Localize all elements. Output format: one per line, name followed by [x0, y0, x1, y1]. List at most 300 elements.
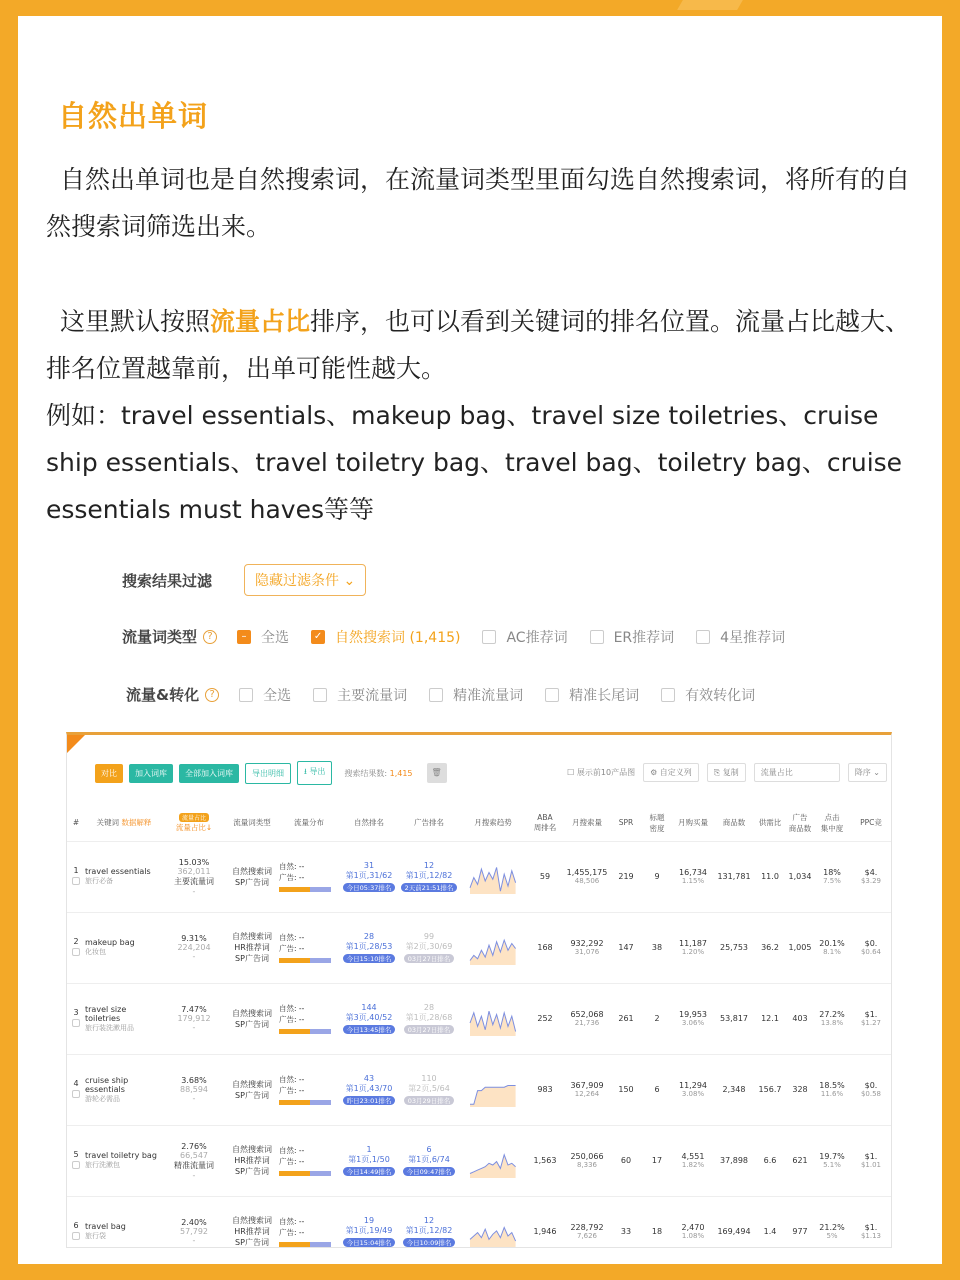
- products-cell: 169,494: [713, 1196, 755, 1248]
- monthly-buy-cell: [673, 841, 713, 912]
- col-share-label: 流量占比: [175, 822, 206, 832]
- trend-cell[interactable]: [459, 1054, 527, 1125]
- checkbox-label: 全选: [261, 629, 290, 646]
- natural-rank-cell[interactable]: [339, 912, 399, 983]
- ad-rank-cell[interactable]: [399, 841, 459, 912]
- type-item: 自然搜索词: [232, 1008, 272, 1018]
- row-index: [67, 983, 85, 1054]
- col-keyword[interactable]: [85, 805, 163, 841]
- monthly-search: 1,455,175: [566, 868, 608, 877]
- click-conc-sub: 5%: [826, 1232, 838, 1240]
- natural-rank: 1: [366, 1145, 372, 1154]
- share-num: 66,547: [180, 1150, 208, 1160]
- monthly-buy: 11,187: [679, 939, 707, 948]
- dist-bar-natural: [279, 958, 310, 963]
- trend-area: [470, 1227, 516, 1248]
- natural-rank-cell[interactable]: [339, 983, 399, 1054]
- checkbox-box: [239, 688, 253, 702]
- checkbox-longtail[interactable]: [545, 685, 639, 705]
- dist-natural-label: 自然:: [279, 862, 297, 871]
- col-spr[interactable]: SPR: [611, 805, 641, 841]
- row-num: 1: [73, 866, 79, 875]
- type-item: SP广告词: [235, 954, 269, 963]
- checkbox-box: [696, 630, 710, 644]
- natural-time-pill: 今日15:04排名: [343, 1238, 396, 1247]
- ad-rank-cell[interactable]: [399, 912, 459, 983]
- share-dash: -: [192, 1236, 196, 1245]
- ppc-cell: [849, 983, 892, 1054]
- share-dash: -: [192, 1094, 196, 1103]
- type-item: HR推荐词: [234, 1156, 270, 1165]
- table-row[interactable]: [67, 983, 892, 1054]
- click-conc-cell: [815, 1196, 849, 1248]
- row-checkbox[interactable]: [72, 1019, 80, 1027]
- dist-bar-ad: [310, 1171, 331, 1176]
- aba-cell: 252: [527, 983, 563, 1054]
- corner-marker: [67, 735, 85, 753]
- dist-natural-label: 自然:: [279, 933, 297, 942]
- share-cell: [163, 1125, 225, 1196]
- sort-field-select[interactable]: [754, 763, 840, 782]
- click-conc-cell: [815, 912, 849, 983]
- col-type[interactable]: 流量词类型: [225, 805, 279, 841]
- para2-post: 排序，也可以看到关键词的排名位置。流量占比越大、排名位置越靠前，出单可能性越大。: [46, 307, 911, 383]
- row-checkbox[interactable]: [72, 948, 80, 956]
- dist-bar-ad: [310, 1242, 331, 1247]
- ad-page: 第1页,6/74: [408, 1155, 450, 1164]
- ad-rank-cell[interactable]: [399, 1054, 459, 1125]
- dist-natural-value: --: [298, 1146, 305, 1155]
- checkbox-precise[interactable]: [429, 685, 523, 705]
- share-dash: -: [192, 952, 196, 961]
- click-conc-cell: [815, 1125, 849, 1196]
- products-cell: 37,898: [713, 1125, 755, 1196]
- ad-rank: 110: [421, 1074, 437, 1083]
- table-toolbar: [95, 761, 447, 785]
- dist-cell: [279, 912, 339, 983]
- spr-cell: 60: [611, 1125, 641, 1196]
- ad-page: 第1页,12/82: [405, 1226, 453, 1235]
- table-toolbar-right: [567, 763, 887, 782]
- table-body: [67, 841, 892, 1248]
- row-checkbox[interactable]: [72, 1090, 80, 1098]
- ppc: $4.: [864, 868, 878, 877]
- dist-bar-ad: [310, 1100, 331, 1105]
- keyword-text: travel bag: [85, 1222, 126, 1231]
- keyword-cell[interactable]: [85, 1054, 163, 1125]
- aba-cell: 1,946: [527, 1196, 563, 1248]
- share-tag: 主要流量词: [174, 876, 214, 886]
- sort-order-value: 降序: [854, 768, 871, 777]
- natural-rank: 31: [363, 861, 375, 870]
- type-item: SP广告词: [235, 877, 269, 887]
- keyword-cell[interactable]: [85, 1196, 163, 1248]
- filter-row-traffic-type: [122, 626, 785, 647]
- result-count: [344, 768, 412, 779]
- supply-cell: 11.0: [755, 841, 785, 912]
- frame-notch: [677, 0, 743, 10]
- ppc-cell: [849, 912, 892, 983]
- monthly-buy-sub: 1.82%: [681, 1161, 705, 1169]
- monthly-buy-sub: 1.20%: [681, 948, 705, 956]
- trend-cell[interactable]: [459, 1196, 527, 1248]
- keyword-text: makeup bag: [85, 938, 135, 947]
- dist-cell: [279, 1125, 339, 1196]
- keyword-cn: 化妆包: [85, 948, 106, 956]
- col-supply[interactable]: 供需比: [755, 805, 785, 841]
- keyword-text: travel essentials: [85, 867, 151, 876]
- click-conc-cell: [815, 983, 849, 1054]
- col-ad-products[interactable]: 广告 商品数: [785, 805, 815, 841]
- ad-rank-cell[interactable]: [399, 1196, 459, 1248]
- trend-sparkline: [468, 1073, 518, 1107]
- share-num: 179,912: [177, 1014, 211, 1023]
- checkbox-er[interactable]: [590, 627, 675, 647]
- ppc: $1.: [864, 1152, 878, 1161]
- monthly-search-cell: [563, 912, 611, 983]
- natural-rank-cell[interactable]: [339, 1125, 399, 1196]
- supply-cell: 6.6: [755, 1125, 785, 1196]
- natural-rank: 144: [361, 1003, 377, 1012]
- table-row[interactable]: [67, 1054, 892, 1125]
- natural-time-pill: 昨日23:01排名: [343, 1096, 396, 1105]
- trend-sparkline: [468, 931, 518, 965]
- keyword-text: cruise ship essentials: [85, 1075, 129, 1094]
- products-cell: 25,753: [713, 912, 755, 983]
- sort-desc-icon: ↓: [205, 822, 213, 832]
- ad-rank-cell[interactable]: [399, 983, 459, 1054]
- type-item: SP广告词: [235, 1019, 269, 1029]
- dist-ad-label: 广告:: [279, 1228, 297, 1237]
- trend-area: [470, 1085, 516, 1107]
- monthly-buy-cell: [673, 1054, 713, 1125]
- dist-natural-label: 自然:: [279, 1004, 297, 1013]
- natural-time-pill: 今日13:45排名: [343, 1025, 396, 1034]
- type-cell: [225, 912, 279, 983]
- row-checkbox[interactable]: [72, 1232, 80, 1240]
- filter-row-flow-conv: [126, 684, 755, 705]
- ad-products-cell: 403: [785, 983, 815, 1054]
- share-dash: -: [192, 1170, 196, 1180]
- copy-button[interactable]: ⎘ 复制: [707, 763, 746, 782]
- show-top10-label: 展示前10产品图: [576, 768, 636, 777]
- trend-cell[interactable]: [459, 983, 527, 1054]
- col-monthly-buy[interactable]: 月购买量: [673, 805, 713, 841]
- monthly-search-sub: 21,736: [574, 1019, 600, 1027]
- ppc-cell: [849, 841, 892, 912]
- click-conc: 18%: [823, 868, 841, 877]
- checkbox-select-all[interactable]: [237, 627, 289, 647]
- checkbox-ac[interactable]: [482, 627, 567, 647]
- natural-page: 第1页,43/70: [345, 1084, 393, 1093]
- dist-bar-ad: [310, 958, 331, 963]
- ppc-sub: $3.29: [860, 877, 882, 885]
- col-aba[interactable]: ABA 周排名: [527, 805, 563, 841]
- trash-icon[interactable]: 🗑: [427, 763, 447, 783]
- row-num: 3: [73, 1008, 79, 1017]
- spr-cell: 33: [611, 1196, 641, 1248]
- type-cell: [225, 1196, 279, 1248]
- supply-cell: 1.4: [755, 1196, 785, 1248]
- dist-bar-natural: [279, 1029, 310, 1034]
- checkbox-natural-search[interactable]: [311, 627, 460, 647]
- row-index: [67, 1196, 85, 1248]
- ppc: $0.: [864, 939, 878, 948]
- help-icon[interactable]: ?: [203, 630, 217, 644]
- trend-cell[interactable]: [459, 841, 527, 912]
- aba-cell: 168: [527, 912, 563, 983]
- click-conc-sub: 11.6%: [820, 1090, 844, 1098]
- type-cell: [225, 1125, 279, 1196]
- hide-filter-dropdown[interactable]: [244, 564, 366, 596]
- dist-cell: [279, 841, 339, 912]
- result-label: 搜索结果数:: [344, 768, 388, 778]
- dist-bar: [279, 1242, 331, 1247]
- ad-page: 第2页,30/69: [405, 942, 453, 951]
- dist-natural-value: --: [298, 1075, 305, 1084]
- ppc-cell: [849, 1054, 892, 1125]
- row-checkbox[interactable]: [72, 877, 80, 885]
- row-index: [67, 912, 85, 983]
- paragraph-examples: 例如：travel essentials、makeup bag、travel size toiletries、cruise ship essentials、travel toiletry bag、travel bag、toiletry bag、cruise essentials must haves等等: [46, 401, 903, 524]
- export-detail-button[interactable]: 导出明细: [245, 763, 291, 784]
- checkbox-main[interactable]: [313, 685, 407, 705]
- checkbox-all[interactable]: [239, 685, 291, 705]
- add-lib-button[interactable]: 加入词库: [129, 764, 173, 783]
- keyword-cell[interactable]: [85, 841, 163, 912]
- keyword-cell[interactable]: [85, 983, 163, 1054]
- monthly-search-sub: 7,626: [576, 1232, 598, 1240]
- dist-ad-label: 广告:: [279, 1015, 297, 1024]
- trend-cell[interactable]: [459, 912, 527, 983]
- monthly-search: 228,792: [570, 1223, 604, 1232]
- chevron-down-icon: ⌄: [343, 573, 356, 589]
- monthly-search-sub: 48,506: [574, 877, 600, 885]
- dist-natural-label: 自然:: [279, 1217, 297, 1226]
- monthly-buy-sub: 1.08%: [681, 1232, 705, 1240]
- checkbox-label: 精准流量词: [453, 687, 524, 704]
- checkbox-box: [545, 688, 559, 702]
- title-density-cell: 18: [641, 1196, 673, 1248]
- products-cell: 2,348: [713, 1054, 755, 1125]
- monthly-buy-cell: [673, 1125, 713, 1196]
- monthly-buy-cell: [673, 983, 713, 1054]
- col-keyword-label: 关键词: [96, 818, 120, 828]
- row-index: [67, 1054, 85, 1125]
- dist-bar: [279, 887, 331, 892]
- keyword-cell[interactable]: [85, 912, 163, 983]
- dist-ad-value: --: [298, 1015, 305, 1024]
- share-cell: [163, 983, 225, 1054]
- share-num: 57,792: [180, 1227, 208, 1236]
- checkbox-label: 全选: [263, 687, 292, 704]
- type-item: SP广告词: [235, 1238, 269, 1247]
- col-click-conc[interactable]: 点击 集中度: [815, 805, 849, 841]
- checkbox-box: [429, 688, 443, 702]
- checkbox-label: ER推荐词: [613, 629, 675, 646]
- ad-page: 第1页,12/82: [405, 871, 453, 880]
- ad-rank: 6: [426, 1145, 432, 1154]
- compare-button[interactable]: 对比: [95, 764, 123, 783]
- natural-page: 第1页,1/50: [348, 1155, 390, 1164]
- click-conc: 21.2%: [819, 1223, 845, 1232]
- trend-area: [470, 867, 516, 894]
- ad-page: 第1页,28/68: [405, 1013, 453, 1022]
- natural-rank-cell[interactable]: [339, 841, 399, 912]
- checkbox-label: 自然搜索词 (1,415): [335, 629, 461, 646]
- checkbox-box: [313, 688, 327, 702]
- table-row[interactable]: [67, 1196, 892, 1248]
- row-num: 5: [73, 1150, 79, 1159]
- monthly-search-sub: 8,336: [576, 1161, 598, 1169]
- monthly-search: 652,068: [570, 1010, 604, 1019]
- click-conc-cell: [815, 1054, 849, 1125]
- col-share[interactable]: [163, 805, 225, 841]
- type-item: SP广告词: [235, 1167, 269, 1176]
- indeterminate-icon: –: [237, 630, 251, 644]
- result-number: 1,415: [389, 768, 413, 778]
- type-item: SP广告词: [235, 1090, 269, 1100]
- trend-area: [470, 1154, 516, 1177]
- ppc: $1.: [864, 1010, 878, 1019]
- share-dash: -: [192, 886, 196, 896]
- monthly-search-cell: [563, 1125, 611, 1196]
- monthly-search: 250,066: [570, 1152, 604, 1161]
- row-num: 2: [73, 937, 79, 946]
- natural-rank-cell[interactable]: [339, 1054, 399, 1125]
- row-checkbox[interactable]: [72, 1161, 80, 1169]
- ad-products-cell: 1,034: [785, 841, 815, 912]
- trend-area: [470, 940, 516, 965]
- monthly-search-sub: 31,076: [574, 948, 600, 956]
- ppc-sub: $1.27: [860, 1019, 882, 1027]
- table-row[interactable]: [67, 841, 892, 912]
- table-row[interactable]: [67, 912, 892, 983]
- ad-rank-cell[interactable]: [399, 1125, 459, 1196]
- flow-conv-label: 流量&转化: [126, 686, 200, 704]
- col-title-density[interactable]: 标题 密度: [641, 805, 673, 841]
- add-all-button[interactable]: 全部加入词库: [179, 764, 239, 783]
- spr-cell: 150: [611, 1054, 641, 1125]
- custom-cols-button[interactable]: ⚙ 自定义列: [643, 763, 699, 782]
- monthly-buy-sub: 1.15%: [681, 877, 705, 885]
- help-icon[interactable]: ?: [205, 688, 219, 702]
- hide-filter-label: 隐藏过滤条件: [255, 573, 340, 589]
- show-top10-toggle[interactable]: ☐ 展示前10产品图: [567, 768, 636, 777]
- ad-time-pill: 03月27日排名: [404, 954, 455, 963]
- ad-products-cell: 328: [785, 1054, 815, 1125]
- supply-cell: 156.7: [755, 1054, 785, 1125]
- col-ppc[interactable]: PPC竞: [849, 805, 892, 841]
- type-item: 自然搜索词: [232, 866, 272, 876]
- paragraph-intro: 自然出单词也是自然搜索词，在流量词类型里面勾选自然搜索词，将所有的自然搜索词筛选出来。: [46, 165, 911, 241]
- type-item: 自然搜索词: [232, 1079, 272, 1089]
- section-title: 自然出单词: [58, 99, 209, 133]
- col-products[interactable]: 商品数: [713, 805, 755, 841]
- type-cell: [225, 1054, 279, 1125]
- sort-field-value: 流量占比: [760, 768, 793, 777]
- monthly-search: 932,292: [570, 939, 604, 948]
- dist-ad-value: --: [298, 1228, 305, 1237]
- share-num: 362,011: [177, 866, 211, 876]
- col-dist[interactable]: 流量分布: [279, 805, 339, 841]
- dist-bar-ad: [310, 1029, 331, 1034]
- checkbox-4star[interactable]: [696, 627, 785, 647]
- trend-sparkline: [468, 1144, 518, 1178]
- row-num: 4: [73, 1079, 79, 1088]
- natural-page: 第1页,31/62: [345, 871, 393, 880]
- ad-page: 第2页,5/64: [408, 1084, 450, 1093]
- col-natural-rank[interactable]: 自然排名: [339, 805, 399, 841]
- monthly-buy: 11,294: [679, 1081, 707, 1090]
- dist-ad-label: 广告:: [279, 944, 297, 953]
- monthly-search-cell: [563, 983, 611, 1054]
- trend-cell[interactable]: [459, 1125, 527, 1196]
- products-cell: 53,817: [713, 983, 755, 1054]
- aba-cell: 1,563: [527, 1125, 563, 1196]
- col-trend[interactable]: 月搜索趋势: [459, 805, 527, 841]
- checkbox-label: 4星推荐词: [720, 629, 786, 646]
- dist-natural-value: --: [298, 1217, 305, 1226]
- natural-time-pill: 今日14:49排名: [343, 1167, 396, 1176]
- keyword-cell[interactable]: [85, 1125, 163, 1196]
- trend-sparkline: [468, 860, 518, 894]
- ad-time-pill: 03月29日排名: [404, 1096, 455, 1105]
- keyword-cn: 游轮必需品: [85, 1094, 120, 1103]
- ad-rank: 12: [423, 861, 435, 870]
- dist-ad-value: --: [298, 1157, 305, 1166]
- sort-order-select[interactable]: 降序 ⌄: [848, 763, 887, 782]
- checkbox-conversion[interactable]: [661, 685, 755, 705]
- monthly-search: 367,909: [570, 1081, 604, 1090]
- click-conc: 20.1%: [819, 939, 845, 948]
- supply-cell: 36.2: [755, 912, 785, 983]
- natural-rank-cell[interactable]: [339, 1196, 399, 1248]
- title-density-cell: 2: [641, 983, 673, 1054]
- dist-natural-label: 自然:: [279, 1075, 297, 1084]
- natural-rank: 28: [363, 932, 375, 941]
- export-button[interactable]: [297, 761, 332, 785]
- ppc: $0.: [864, 1081, 878, 1090]
- content-card: [18, 16, 942, 1264]
- ppc-cell: [849, 1196, 892, 1248]
- title-density-cell: 17: [641, 1125, 673, 1196]
- custom-cols-label: 自定义列: [659, 768, 692, 777]
- type-cell: [225, 983, 279, 1054]
- table-row[interactable]: [67, 1125, 892, 1196]
- spr-cell: 147: [611, 912, 641, 983]
- export-label: 导出: [309, 767, 326, 776]
- ad-products-cell: 977: [785, 1196, 815, 1248]
- ad-products-cell: 621: [785, 1125, 815, 1196]
- share-dash: -: [192, 1023, 196, 1032]
- keyword-text: travel toiletry bag: [85, 1151, 157, 1160]
- col-ad-rank[interactable]: 广告排名: [399, 805, 459, 841]
- col-monthly-search[interactable]: 月搜索量: [563, 805, 611, 841]
- dist-bar-natural: [279, 887, 310, 892]
- click-conc: 19.7%: [819, 1152, 845, 1161]
- checkbox-label: 精准长尾词: [569, 687, 640, 704]
- natural-rank: 43: [363, 1074, 375, 1083]
- dist-natural-value: --: [298, 862, 305, 871]
- table-header-row: [67, 805, 892, 841]
- share-pct: 9.31%: [181, 934, 207, 943]
- dist-cell: [279, 1054, 339, 1125]
- share-pct: 15.03%: [178, 857, 210, 867]
- click-conc: 18.5%: [819, 1081, 845, 1090]
- checkbox-box: [661, 688, 675, 702]
- dist-ad-label: 广告:: [279, 873, 297, 882]
